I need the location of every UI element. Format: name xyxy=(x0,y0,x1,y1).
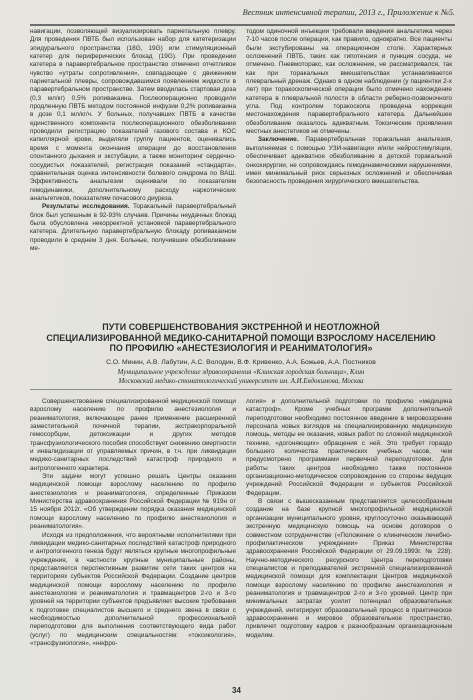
journal-title: Вестник интенсивной терапии, 2013 г., Приложение к №5. xyxy=(242,8,455,17)
title-line: ПУТИ СОВЕРШЕНСТВОВАНИЯ ЭКСТРЕННОЙ И НЕОТЛОЖНОЙ xyxy=(102,322,380,332)
bottom-left-column xyxy=(30,398,236,648)
section-divider xyxy=(30,389,452,390)
running-header xyxy=(30,8,455,26)
paragraph: навигации, позволяющей визуализировать париетальную плевру. Для проведения ПВТБ был использован набор для катетеризации эпидурального пространства (18G, 19G) или стимуляционный катетер для периферических блокад (19G). При проведении катетера в паравертебральное пространство отмечено отчетливое чувство «утраты сопротивления», совпадающее с движением париетальной плевры, сопровождавшимся появлением жидкости в паравертебральном пространстве. Затем вводилась стартовая доза (0,3 мл/кг) 0,5% ропивакаина. Послеоперационно проводили продленную ПВТБ методом постоянной инфузии 0,2% ропивакаина в дозе 0,1 мл/кг/ч. У больных, получавших ПВТБ в качестве единственного компонента послеоперационного обезболивания проводили регистрацию показателей газового состава и КОС капиллярной крови, выделяли группу пациентов, оценивались время с момента окончания операции до восстановления спонтанного дыхания и экстубации, а также мониторинг сердечно-сосудистых показателей, регистрация показаний «стандарта», сравнительная оценка интенсивности болевого синдрома по ВАШ. Эффективность анальгезии оценивали по показателям гемодинамики, дополнительному расходу наркотических анальгетиков, показателям почасового диуреза. xyxy=(30,28,236,202)
title-line: ПО ПРОФИЛЮ «АНЕСТЕЗИОЛОГИЯ И РЕАНИМАТОЛОГИЯ» xyxy=(109,343,373,354)
top-right-column xyxy=(246,28,452,187)
paragraph: Совершенствование специализированной медицинской помощи взрослому населению по профилю анестезиология и реаниматология, включающее ранее применение расширенной заместительной почечной терапии, экстракорпоральной гемосорбции, детоксикации и других методов трансфузиологического пособия способствует снижению смертности и инвалидизации от управляемых причин, в т.ч. при ликвидации медико-санитарных последствий катастроф природного и антропогенного характера. xyxy=(30,398,236,472)
title-line: СПЕЦИАЛИЗИРОВАННОЙ МЕДИКО-САНИТАРНОЙ ПОМОЩИ ВЗРОСЛОМУ НАСЕЛЕНИЮ xyxy=(46,332,436,343)
article-title xyxy=(30,322,452,354)
paragraph: Заключение. Паравертебральная торакальная анальгезия, выполняемая с помощью УЗИ-навигации и/или нейростимуляции, обеспечивает адекватное обезболивание в детской торакальной онкохирургии, не сопровождаясь гемодинамическими нарушениями, имея минимальный риск серьезных осложнений и обеспечивая безопасность проведения хирургического вмешательства. xyxy=(246,136,452,186)
article-authors: С.О. Минин, А.В. Лабутин, А.С. Володин, В.Ф. Кривенко, А.А. Божьев, А.А. Постников xyxy=(106,359,376,366)
paragraph: В связи с вышесказанным представляется целесообразным создание на базе крупной многопрофильной медицинской организации муниципального уровня, круглосуточно оказывающей экстренную медицинскую помощь на основе договоров о совместном сотрудничестве («Положение о клиническом лечебно-профилактическом учреждении» Приказ Министерства здравоохранения Российской Федерации от 29.09.1993г. № 228). Научно-методического ресурсного Центра переподготовки специалистов и преподавателей экстренной специализированной медицинской помощи для комплектации Центров медицинской помощи взрослому населению по профилю анестезиология и реаниматология и травмацентров 2-го и 3-го уровней. Центр при минимальных затратах усилит потенциал образовательных учреждений, интегрирует образовательный процесс в практическое здравоохранение и мировое образовательное пространство, привлечет подготовку кадров к разнообразным организационным моделям. xyxy=(246,498,452,639)
section-heading: Заключение. xyxy=(258,136,299,144)
article-affiliation xyxy=(30,369,452,386)
paragraph: Результаты исследования. Торакальный паравертебральный блок был успешным в 92-93% случаев. Причины неудачных блокад была обусловлена некорректной установкой паравертебрального катетера. Длительную паравертебральную блокаду ропивакаином проводили в среднем 3 дня. Больные, получившие обезболивание ме- xyxy=(30,203,236,252)
page-number: 34 xyxy=(232,686,241,695)
paragraph: логия» и дополнительной подготовки по профилю «медицина катастроф». Кроме учебных программ дополнительной переподготовки необходимо постоянное введение в мировоззрение персонала новых взглядов на специализированную медицинскую помощь, методы ее оказания, новых работ по сложной медицинской технике, «догоняющих» обращения с ней. Это требует гораздо большего количества практических учебных часов, чем предусмотрено программами первичной переподготовки. Для работы таких центров необходимо также постоянное организационно-методическое сопровождение со стороны ведущих учреждений Российской Федерации и субъектов Российской Федерации. xyxy=(246,398,452,497)
paragraph: Исходя из предположения, что вероятными исполнителями при ликвидации медико-санитарных последствий катастроф природного и антропогенного генеза будут являться крупные многопрофильные учреждения, в частности крупные муниципальные районы, представляется перспективным развитие сети таких центров на территориях субъектов Российской Федерации. Создание центров медицинской помощи взрослому населению по профилю анестезиология и реаниматология и травмацентров 2-го и 3-го уровней на территории субъектов предъявляет высокие требования к подготовке специалистов высшего и среднего звена в связи с необходимостью дополнительной профессиональной переподготовки для выполнения соответствующего вида работ (услуг) по медицинским специальностям: «токсикология», «трансфузиология», «нефро- xyxy=(30,531,236,647)
affiliation-line: Муниципальное учреждение здравоохранения «Клинская городская больница», Клин xyxy=(117,369,365,376)
paragraph: Эти задачи могут успешно решать Центры оказания медицинской помощи взрослому населению по профилю анестезиология и реаниматология, определенные Приказом Министерства здравоохранения Российской Федерации № 919н от 15 ноября 2012г. «Об утверждении порядка оказания медицинской помощи взрослому населению по профилю анестезиология и реаниматология». xyxy=(30,473,236,531)
top-left-column xyxy=(30,28,236,253)
section-heading: Результаты исследования. xyxy=(42,203,130,211)
affiliation-line: Московский медико-стоматологический университет им. А.И.Евдокимова, Москва xyxy=(118,377,364,385)
paragraph: тодом одиночной инъекции требовали введения анальгетика через 7-10 часов после операции, как правило, однократно. Все пациенты были экстубированы на операционном столе. Характерных осложнений ПВТБ, таких как гипотензия и пункция сосуда, не отмечено. Пневмоторакс, как осложнение, не рассматривался, так как при торакальных вмешательствах устанавливается плевральный дренаж. Однако в одном наблюдении (у пациентки 2-х лет) при торакоскопической операции было отмечено нахождение катетера в плевральной полости в области реберно-позвоночного угла. Под контролем торакоскопа проведена коррекция местонахождения паравертебрального катетера. Дальнейшее обезболивание оказалось адекватным. Токсические проявления местных анестетиков не отмечены. xyxy=(246,28,452,136)
bottom-right-column xyxy=(246,398,452,640)
